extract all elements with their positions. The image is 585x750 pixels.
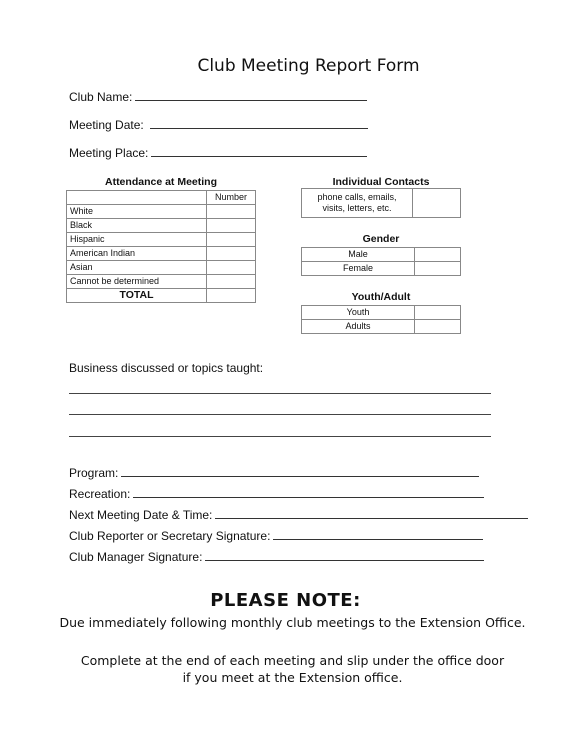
meeting-place-field[interactable] [69,146,367,160]
row-label: Female [302,262,415,276]
note-line-2: Complete at the end of each meeting and slip under the office door [80,653,505,668]
business-line-3[interactable] [69,436,491,437]
count-cell[interactable] [415,262,461,276]
table-row [67,219,256,233]
form-title: Club Meeting Report Form [197,56,420,76]
club-name-field[interactable] [69,90,367,104]
meeting-place-line[interactable] [151,146,367,157]
contacts-count-cell[interactable] [413,189,461,218]
total-cell[interactable] [207,289,256,303]
business-line-2[interactable] [69,414,491,415]
row-label: Black [67,219,207,233]
program-field[interactable] [69,466,479,480]
row-label: Hispanic [67,233,207,247]
please-note-heading: PLEASE NOTE: [210,590,361,611]
contacts-table [301,188,461,218]
reporter-signature-field[interactable] [69,529,483,543]
recreation-field[interactable] [69,487,484,501]
row-label: Asian [67,261,207,275]
next-meeting-field[interactable] [69,508,528,522]
manager-signature-label: Club Manager Signature: [69,550,203,564]
business-line-1[interactable] [69,393,491,394]
table-row [302,262,461,276]
club-name-line[interactable] [135,90,367,101]
business-label: Business discussed or topics taught: [69,361,264,375]
next-meeting-line[interactable] [215,508,528,519]
table-row [302,248,461,262]
manager-signature-field[interactable] [69,550,484,564]
row-label: American Indian [67,247,207,261]
count-cell[interactable] [415,306,461,320]
meeting-date-label: Meeting Date: [69,118,144,132]
contacts-heading: Individual Contacts [332,176,430,188]
count-cell[interactable] [415,248,461,262]
count-cell[interactable] [415,320,461,334]
table-row [67,261,256,275]
table-row [302,306,461,320]
count-cell[interactable] [207,261,256,275]
row-label: Youth [302,306,415,320]
attendance-table [66,190,256,303]
table-row [67,247,256,261]
total-row [67,289,256,303]
row-label: Adults [302,320,415,334]
count-cell[interactable] [207,247,256,261]
number-header: Number [207,191,256,205]
count-cell[interactable] [207,233,256,247]
table-row [67,233,256,247]
count-cell[interactable] [207,205,256,219]
gender-heading: Gender [362,233,400,245]
manager-signature-line[interactable] [205,550,484,561]
row-label: White [67,205,207,219]
contacts-label: phone calls, emails, visits, letters, etc. [302,189,413,218]
recreation-line[interactable] [133,487,484,498]
count-cell[interactable] [207,219,256,233]
youth-adult-table [301,305,461,334]
row-label: Male [302,248,415,262]
table-row [67,205,256,219]
youth-adult-heading: Youth/Adult [351,291,411,303]
note-line-3: if you meet at the Extension office. [182,670,403,685]
recreation-label: Recreation: [69,487,131,501]
meeting-date-line[interactable] [150,118,368,129]
row-label: Cannot be determined [67,275,207,289]
table-row [302,320,461,334]
attendance-category-header [67,191,207,205]
meeting-date-field[interactable] [69,118,368,132]
program-line[interactable] [121,466,479,477]
program-label: Program: [69,466,119,480]
reporter-signature-label: Club Reporter or Secretary Signature: [69,529,271,543]
note-line-1: Due immediately following monthly club meetings to the Extension Office. [59,615,526,630]
reporter-signature-line[interactable] [273,529,483,540]
total-label: TOTAL [67,289,207,303]
meeting-place-label: Meeting Place: [69,146,149,160]
next-meeting-label: Next Meeting Date & Time: [69,508,213,522]
club-name-label: Club Name: [69,90,133,104]
count-cell[interactable] [207,275,256,289]
gender-table [301,247,461,276]
attendance-heading: Attendance at Meeting [104,176,217,188]
table-row [67,275,256,289]
